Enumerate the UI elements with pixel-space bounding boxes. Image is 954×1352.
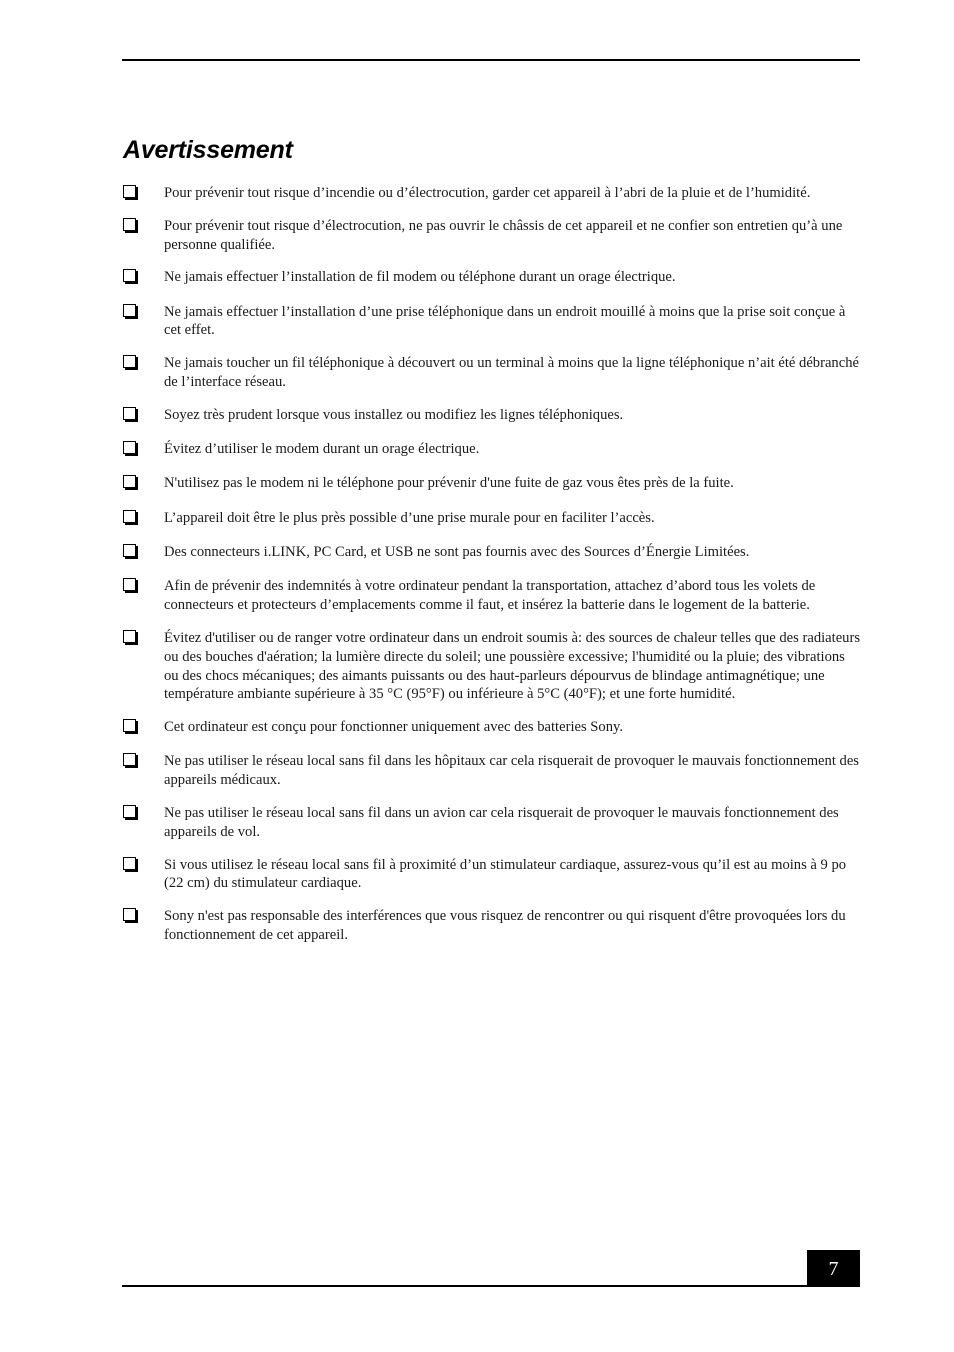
checkbox-icon bbox=[123, 218, 136, 231]
warning-text: Ne pas utiliser le réseau local sans fil dans les hôpitaux car cela risquerait de provoquer le mauvais fonctionnement des appareils médicaux. bbox=[164, 753, 859, 789]
checkbox-icon bbox=[123, 908, 136, 921]
warning-text: Pour prévenir tout risque d’électrocution, ne pas ouvrir le châssis de cet appareil et ne confier son entretien qu’à une personne qualifiée. bbox=[164, 217, 843, 253]
warning-item bbox=[122, 406, 860, 425]
checkbox-icon bbox=[123, 857, 136, 870]
warning-text: N'utilisez pas le modem ni le téléphone pour prévenir d'une fuite de gaz vous êtes près de la fuite. bbox=[164, 475, 734, 492]
warning-item bbox=[122, 440, 860, 459]
warning-item bbox=[122, 629, 860, 704]
warning-text: Ne jamais effectuer l’installation d’une prise téléphonique dans un endroit mouillé à moins que la prise soit conçue à cet effet. bbox=[164, 303, 846, 339]
warning-item bbox=[122, 856, 860, 894]
page-number-box bbox=[807, 1250, 860, 1287]
warning-item bbox=[122, 718, 860, 737]
warning-item bbox=[122, 354, 860, 392]
warning-item bbox=[122, 184, 860, 203]
warning-text: Évitez d'utiliser ou de ranger votre ordinateur dans un endroit soumis à: des sources de chaleur telles que des radiateurs ou des bouches d'aération; la lumière directe du soleil; une poussière excessive; l'humidité ou la pluie; des vibrations ou des chocs mécaniques; des aimants puissants ou des haut-parleurs dépourvus de blindage antimagnétique; une température ambiante supérieure à 35 °C (95°F) ou inférieure à 5°C (40°F); et une forte humidité. bbox=[164, 629, 861, 703]
warning-text: Soyez très prudent lorsque vous installez ou modifiez les lignes téléphoniques. bbox=[164, 406, 624, 423]
checkbox-icon bbox=[123, 441, 136, 454]
checkbox-icon bbox=[123, 630, 136, 643]
warning-text: Sony n'est pas responsable des interférences que vous risquez de rencontrer ou qui risquent d'être provoquées lors du fonctionnement de cet appareil. bbox=[164, 908, 846, 944]
checkbox-icon bbox=[123, 269, 136, 282]
warning-item bbox=[122, 577, 860, 615]
warning-text: Cet ordinateur est conçu pour fonctionner uniquement avec des batteries Sony. bbox=[164, 719, 624, 736]
checkbox-icon bbox=[123, 185, 136, 198]
checkbox-icon bbox=[123, 355, 136, 368]
bottom-rule bbox=[122, 1285, 860, 1287]
warning-text: Ne jamais toucher un fil téléphonique à découvert ou un terminal à moins que la ligne téléphonique n’ait été débranché de l’interface réseau. bbox=[164, 355, 859, 391]
top-rule bbox=[122, 59, 860, 61]
warning-text: L’appareil doit être le plus près possible d’une prise murale pour en faciliter l’accès. bbox=[164, 509, 655, 526]
checkbox-icon bbox=[123, 510, 136, 523]
checkbox-icon bbox=[123, 407, 136, 420]
warning-text: Des connecteurs i.LINK, PC Card, et USB ne sont pas fournis avec des Sources d’Énergie Limitées. bbox=[164, 544, 750, 561]
warning-item bbox=[122, 268, 860, 287]
checkbox-icon bbox=[123, 544, 136, 557]
checkbox-icon bbox=[123, 475, 136, 488]
checkbox-icon bbox=[123, 753, 136, 766]
checkbox-icon bbox=[123, 719, 136, 732]
warning-item bbox=[122, 303, 860, 341]
page-title: Avertissement bbox=[123, 136, 293, 164]
checkbox-icon bbox=[123, 304, 136, 317]
checkbox-icon bbox=[123, 805, 136, 818]
warning-item bbox=[122, 543, 860, 562]
warning-item bbox=[122, 907, 860, 945]
warning-text: Ne pas utiliser le réseau local sans fil dans un avion car cela risquerait de provoquer le mauvais fonctionnement des appareils de vol. bbox=[164, 805, 839, 840]
warning-list bbox=[122, 184, 860, 959]
warning-item bbox=[122, 752, 860, 790]
warning-text: Si vous utilisez le réseau local sans fil à proximité d’un stimulateur cardiaque, assurez-vous qu’il est au moins à 9 po (22 cm) du stimulateur cardiaque. bbox=[164, 856, 847, 892]
warning-text: Afin de prévenir des indemnités à votre ordinateur pendant la transportation, attachez d’abord tous les volets de connecteurs et protecteurs d’emplacements comme il faut, et insérez la batterie dans le logement de la batterie. bbox=[164, 578, 816, 614]
page-number: 7 bbox=[828, 1257, 839, 1280]
warning-item bbox=[122, 217, 860, 255]
warning-text: Ne jamais effectuer l’installation de fil modem ou téléphone durant un orage électrique. bbox=[164, 269, 676, 286]
warning-text: Évitez d’utiliser le modem durant un orage électrique. bbox=[164, 441, 480, 458]
warning-text: Pour prévenir tout risque d’incendie ou d’électrocution, garder cet appareil à l’abri de la pluie et de l’humidité. bbox=[164, 185, 811, 201]
warning-item bbox=[122, 804, 860, 842]
warning-item bbox=[122, 474, 860, 493]
warning-item bbox=[122, 509, 860, 528]
checkbox-icon bbox=[123, 578, 136, 591]
